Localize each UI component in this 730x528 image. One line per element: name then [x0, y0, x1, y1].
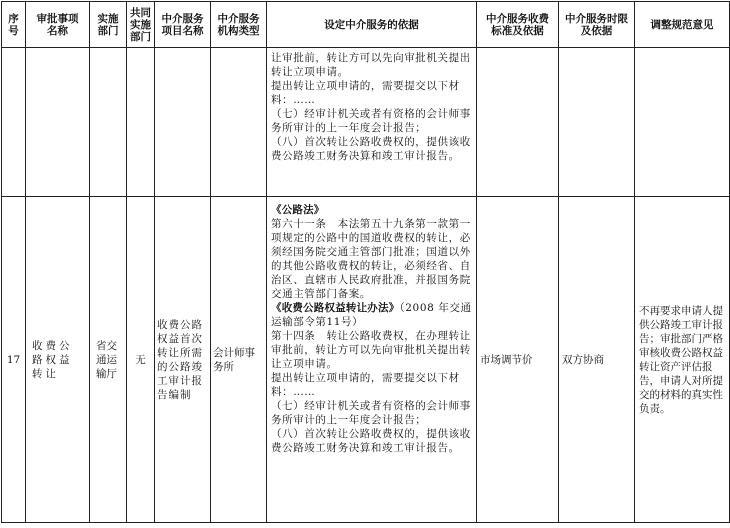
opinion-cell: 不再要求申请人提供公路竣工审计报告；审批部门严格审核收费公路权益转让资产评估报告，申请人对所提交的材料的真实性负责。 — [635, 197, 730, 523]
basis-line: 让审批前，转让方可以先向审批机关提出转让立项申请。 — [271, 52, 471, 78]
header-org-type: 中介服务机构类型 — [211, 2, 267, 48]
basis-line: （七）经审计机关或者有资格的会计师事务所审计的上一年度会计报告； — [271, 108, 471, 134]
header-service-name: 中介服务项目名称 — [155, 2, 211, 48]
approval-items-table — [1, 1, 730, 523]
service-name-cell: 收费公路权益首次转让所需的公路竣工审计报告编制 — [155, 197, 211, 523]
fee-cell: 市场调节价 — [477, 197, 559, 523]
basis-line: 第十四条 转让公路收费权，在办理转让审批前，转让方可以先向审批机关提出转让立项申请。 — [271, 330, 471, 370]
cell-empty — [90, 48, 127, 197]
basis-line: （七）经审计机关或者有资格的会计师事务所审计的上一年度会计报告； — [271, 400, 471, 426]
table-row-continuation — [2, 48, 730, 197]
header-row — [2, 2, 730, 48]
basis-line: （八）首次转让公路收费权的，提供该收费公路竣工财务决算和竣工审计报告。 — [271, 428, 471, 454]
law-title: 《公路法》 — [271, 204, 325, 216]
basis-line: 第六十一条 本法第五十九条第一款第一项规定的公路中的国道收费权的转让，必须经国务院交通主管部门批准；国道以外的其他公路收费权的转让，必须经省、自治区、直辖市人民政府批准，并报国务院交通主管部门备案。 — [271, 218, 471, 300]
seq-cell: 17 — [2, 197, 26, 523]
header-basis: 设定中介服务的依据 — [267, 2, 477, 48]
cell-empty — [211, 48, 267, 197]
law-note: （2008 年交通运输部令第11号） — [271, 302, 472, 328]
basis-line — [271, 301, 474, 329]
cell-empty — [127, 48, 155, 197]
header-time-limit: 中介服务时限及依据 — [559, 2, 635, 48]
basis-continuation-cell — [267, 48, 477, 197]
basis-cell — [267, 197, 477, 523]
co-dept-cell: 无 — [127, 197, 155, 523]
header-co-dept: 共同实施部门 — [127, 2, 155, 48]
basis-line: 提出转让立项申请的，需要提交以下材料：…… — [271, 372, 460, 398]
basis-line: 提出转让立项申请的，需要提交以下材料：…… — [271, 80, 460, 106]
org-type-cell: 会计师事务所 — [211, 197, 267, 523]
table-row-17 — [2, 197, 730, 523]
cell-empty — [559, 48, 635, 197]
basis-line: （八）首次转让公路收费权的，提供该收费公路竣工财务决算和竣工审计报告。 — [271, 136, 471, 162]
dept-cell: 省交通运输厅 — [90, 197, 127, 523]
header-opinion: 调整规范意见 — [635, 2, 730, 48]
cell-empty — [26, 48, 90, 197]
header-item-name: 审批事项名称 — [26, 2, 90, 48]
header-seq: 序号 — [2, 2, 26, 48]
cell-empty — [2, 48, 26, 197]
item-name-cell: 收费公路权益转让 — [26, 197, 90, 523]
header-fee: 中介服务收费标准及依据 — [477, 2, 559, 48]
time-limit-cell: 双方协商 — [559, 197, 635, 523]
cell-empty — [155, 48, 211, 197]
header-dept: 实施部门 — [90, 2, 127, 48]
cell-empty — [635, 48, 730, 197]
cell-empty — [477, 48, 559, 197]
law-title: 《收费公路权益转让办法》 — [271, 302, 400, 314]
